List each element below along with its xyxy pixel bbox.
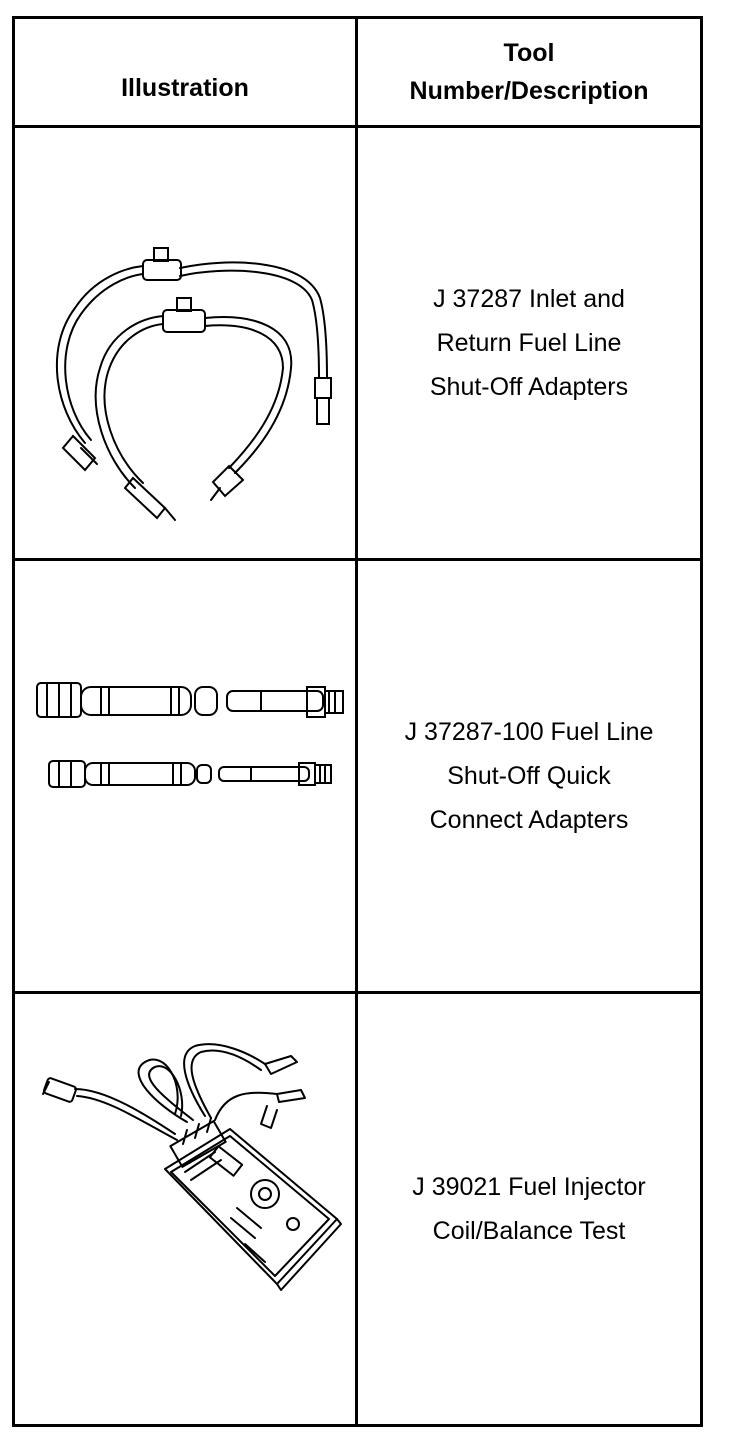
header-row <box>14 18 702 127</box>
description-cell <box>357 127 702 560</box>
quick-connect-adapters-drawing <box>15 561 355 991</box>
illustration-frame <box>15 128 355 558</box>
description-column-header <box>357 18 702 127</box>
illustration-header-label: Illustration <box>121 74 249 102</box>
injector-tester-drawing <box>15 994 355 1424</box>
tool-description: J 39021 Fuel Injector Coil/Balance Test <box>412 1173 646 1245</box>
description-header-label: Tool Number/Description <box>409 39 649 105</box>
illustration-cell <box>14 127 357 560</box>
tool-table <box>12 16 703 1427</box>
description-cell <box>357 993 702 1426</box>
table-body <box>14 127 702 1426</box>
illustration-frame <box>15 994 355 1424</box>
table-row <box>14 560 702 993</box>
fuel-line-hose-adapters-drawing <box>15 128 355 558</box>
illustration-column-header <box>14 18 357 127</box>
table-row <box>14 127 702 560</box>
table-header <box>14 18 702 127</box>
description-cell <box>357 560 702 993</box>
illustration-cell <box>14 560 357 993</box>
tool-description: J 37287 Inlet and Return Fuel Line Shut-Off Adapters <box>429 285 629 401</box>
tool-description: J 37287-100 Fuel Line Shut-Off Quick Connect Adapters <box>404 718 654 834</box>
illustration-cell <box>14 993 357 1426</box>
table-row <box>14 993 702 1426</box>
illustration-frame <box>15 561 355 991</box>
